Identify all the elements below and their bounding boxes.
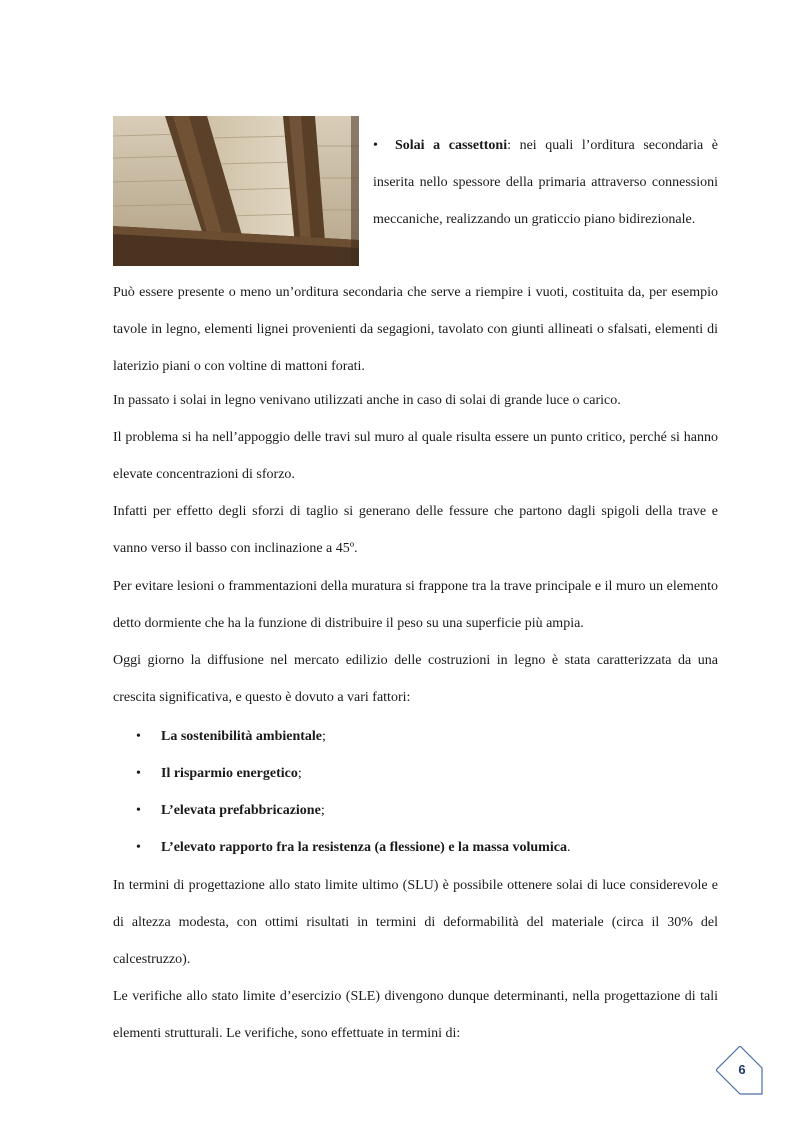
paragraph-sle: Le verifiche allo stato limite d’esercizio (SLE) divengono dunque determinanti, nella progettazione di tali elementi strutturali. Le verifiche, sono effettuate in termini di:: [113, 989, 718, 1041]
intro-bullet: [373, 127, 718, 238]
page-number-badge: [716, 1046, 764, 1094]
bullet-marker: •: [136, 803, 141, 818]
factor-punctuation: ;: [297, 766, 302, 781]
factor-punctuation: .: [566, 840, 571, 855]
factor-punctuation: ;: [320, 803, 325, 818]
list-item: [136, 755, 570, 792]
intro-text: : nei quali l’orditura secondaria è inserita nello spessore della primaria attraverso connessioni meccaniche, realizzando un graticcio piano bidirezionale.: [373, 138, 718, 227]
bullet-marker: •: [136, 840, 141, 855]
coffered-ceiling-photo: [113, 116, 359, 266]
factor-punctuation: ;: [322, 729, 326, 744]
factor-term: La sostenibilità ambientale: [161, 729, 323, 744]
factor-term: Il risparmio energetico: [161, 766, 298, 781]
paragraph-passato: In passato i solai in legno venivano utilizzati anche in caso di solai di grande luce o carico.: [113, 393, 621, 408]
bullet-marker: •: [136, 729, 141, 744]
bullet-marker: •: [373, 138, 378, 153]
paragraph-dormiente: Per evitare lesioni o frammentazioni della muratura si frappone tra la trave principale e il muro un elemento detto dormiente che ha la funzione di distribuire il peso su una superficie più ampia.: [113, 579, 718, 631]
list-item: [136, 718, 570, 755]
paragraph-problema: Il problema si ha nell’appoggio delle travi sul muro al quale risulta essere un punto critico, perché si hanno elevate concentrazioni di sforzo.: [113, 430, 718, 482]
bullet-marker: •: [136, 766, 141, 781]
list-item: [136, 792, 570, 829]
factor-term: L’elevato rapporto fra la resistenza (a flessione) e la massa volumica: [161, 840, 567, 855]
intro-term: Solai a cassettoni: [395, 138, 508, 153]
paragraph-diffusione: Oggi giorno la diffusione nel mercato edilizio delle costruzioni in legno è stata caratterizzata da una crescita significativa, e questo è dovuto a vari fattori:: [113, 653, 718, 705]
paragraph-orditura: Può essere presente o meno un’orditura secondaria che serve a riempire i vuoti, costituita da, per esempio tavole in legno, elementi lignei provenienti da segagioni, tavolato con giunti allineati o sfalsati, elementi di laterizio piani o con voltine di mattoni forati.: [113, 285, 718, 374]
paragraph-taglio: Infatti per effetto degli sforzi di taglio si generano delle fessure che partono dagli spigoli della trave e vanno verso il basso con inclinazione a 45º.: [113, 504, 718, 556]
ceiling-illustration: [113, 116, 359, 266]
list-item: [136, 829, 570, 866]
page-number: 6: [738, 1062, 746, 1077]
factors-list: [136, 718, 570, 866]
paragraph-slu: In termini di progettazione allo stato limite ultimo (SLU) è possibile ottenere solai di luce considerevole e di altezza modesta, con ottimi risultati in termini di deformabilità del materiale (circa il 30% del calcestruzzo).: [113, 878, 718, 967]
factor-term: L’elevata prefabbricazione: [161, 803, 321, 818]
